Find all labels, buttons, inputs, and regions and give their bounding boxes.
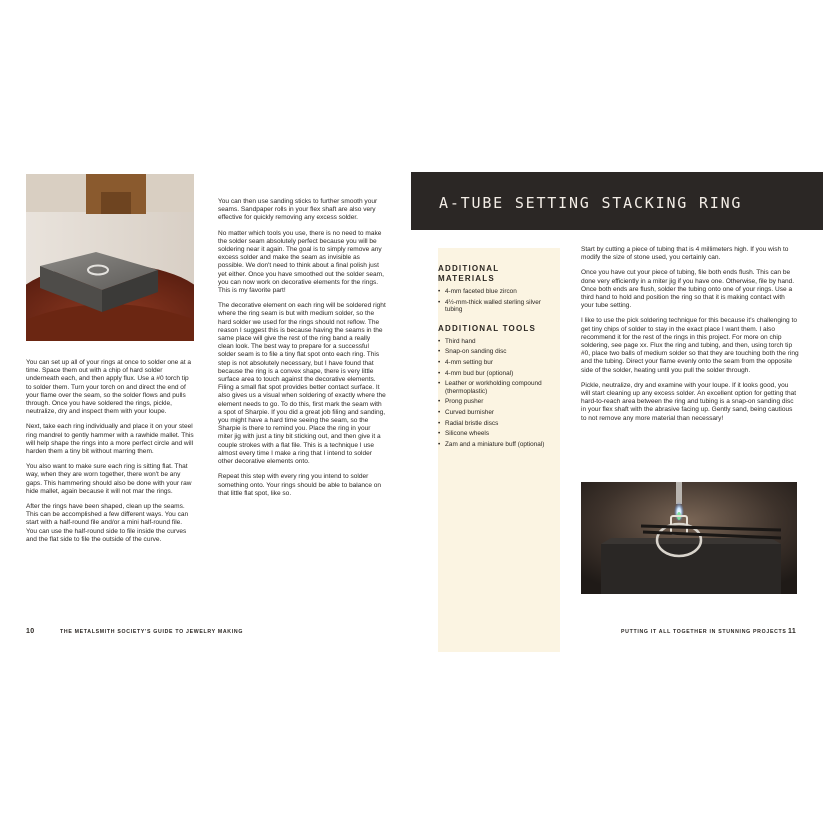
paragraph: No matter which tools you use, there is no need to make the solder seam absolutely perfect because you will be soldering near it again. The goal is to simply remove any excess solder and make the seam as invisible as possible. We don't need to think about a final polish just yet either. Once you have smoothed out the solder seam, you can now work on decorative elements for the rings. This is my favorite part!	[218, 229, 384, 295]
running-head-left: THE METALSMITH SOCIETY'S GUIDE TO JEWELRY MAKING	[60, 629, 244, 635]
paragraph: After the rings have been shaped, clean up the seams. This can be accomplished a few different ways. You can start with a half-round file and/or a mini half-round file. You can use the half-round side to file inside the curves and the flat side to file the outside of the curve.	[26, 503, 189, 543]
list-item: • 4-mm setting bur	[438, 359, 560, 367]
list-item: • Third hand	[438, 338, 560, 346]
list-item: • 4½-mm-thick walled sterling silver tubing	[438, 299, 560, 314]
paragraph: I like to use the pick soldering technique for this because it's challenging to get tiny chips of solder to stay in the exact place I want them. I also recommend it for the rest of the rings in this project. For more on chip soldering, see page xx. Flux the ring and tubing, and then, using torch tip #0, place two balls of medium solder so that they are touching both the ring and the tubing. Direct your flame evenly onto the seam from the opposite side of the solder, heating until you pull the solder through.	[581, 317, 799, 374]
list-item: • Snap-on sanding disc	[438, 348, 560, 356]
project-title-banner	[411, 172, 823, 230]
sidebar-content	[438, 264, 560, 458]
photo-soldering-tube-setting	[581, 482, 797, 594]
paragraph: Repeat this step with every ring you intend to solder something onto. Your rings should be able to balance on that little flat spot, like so.	[218, 473, 382, 497]
paragraph: You also want to make sure each ring is sitting flat. That way, when they are worn together, there won't be any gaps. This hammering should also be done with your raw hide mallet, again because it will not mar the rings.	[26, 463, 192, 495]
list-item: • 4-mm bud bur (optional)	[438, 370, 560, 378]
list-item: • Prong pusher	[438, 398, 560, 406]
list-item: • Zam and a miniature buff (optional)	[438, 441, 560, 449]
paragraph: You can then use sanding sticks to further smooth your seams. Sandpaper rolls in your flex shaft are also very effective for quickly removing any excess solder.	[218, 198, 378, 222]
list-item: • Silicone wheels	[438, 430, 560, 438]
project-title: A-TUBE SETTING STACKING RING	[439, 194, 743, 212]
right-page	[411, 0, 823, 823]
tools-list	[438, 338, 560, 449]
page-number-left: 10	[26, 628, 35, 635]
paragraph: Start by cutting a piece of tubing that is 4 millimeters high. If you wish to modify the size of stone used, you certainly can.	[581, 246, 789, 262]
materials-heading: ADDITIONAL MATERIALS	[438, 264, 500, 283]
list-item: • 4-mm faceted blue zircon	[438, 288, 560, 296]
photo-ring-on-steel-block	[26, 174, 194, 341]
left-column-1	[26, 359, 194, 551]
right-main-column	[581, 246, 799, 430]
paragraph: The decorative element on each ring will be soldered right where the ring seam is but with medium solder, so the hard solder we used for the rings should not reflow. The reason I suggest this is because having the seams in the same place will give the rest of the ring band a really clean look. The best way to prepare for a successful solder seam is to file a tiny flat spot onto each ring. This step is not absolutely necessary, but I have found that because the ring is a convex shape, there is very little surface area to touch against the decorative elements. Filing a small flat spot provides better contact surface. It also gives us a visual when soldering of exactly where the element needs to go. To do this, first mark the seam with a spot of Sharpie. If you did a great job filing and sanding, you might have a hard time seeing the seam, so the Sharpie is there to remind you. Place the ring in your miter jig with just a tiny bit sticking out, and then give it a couple strokes with a flat file. This is a technique I use almost every time I make a ring that I intend to solder other decorative elements onto.	[218, 302, 386, 466]
running-head-right: PUTTING IT ALL TOGETHER IN STUNNING PROJECTS	[621, 629, 787, 635]
list-item: • Leather or workholding compound (thermoplastic)	[438, 380, 560, 395]
tools-heading: ADDITIONAL TOOLS	[438, 323, 537, 333]
paragraph: Once you have cut your piece of tubing, file both ends flush. This can be done very efficiently in a miter jig if you have one. Otherwise, file by hand. Once both ends are flush, solder the tubing onto one of your rings. Use a third hand to hold and position the ring so that it is making contact with your tube setting.	[581, 269, 795, 310]
list-item: • Curved burnisher	[438, 409, 560, 417]
paragraph: Pickle, neutralize, dry and examine with your loupe. If it looks good, you will start cleaning up any excess solder. An excellent option for getting that hard-to-reach area between the ring and tubing is a snap-on sanding disc in your flex shaft with the abrasive facing up. Gently sand, being cautious to not remove any more material than necessary!	[581, 381, 797, 422]
materials-list	[438, 288, 560, 314]
left-column-2	[218, 198, 386, 505]
list-item: • Radial bristle discs	[438, 420, 560, 428]
paragraph: You can set up all of your rings at once to solder one at a time. Space them out with a chip of hard solder underneath each, and then apply flux. Use a #0 torch tip to solder them. Turn your torch on and direct the end of your flame over the seam, so the solder flows and pulls through. Once you have soldered the rings, pickle, neutralize, dry and inspect them with your loupe.	[26, 359, 191, 416]
page-number-right: 11	[788, 628, 797, 635]
paragraph: Next, take each ring individually and place it on your steel ring mandrel to gently hammer with a rawhide mallet. This will help shape the rings into a more perfect circle and will harden them a tiny bit without marring them.	[26, 423, 194, 456]
left-page	[0, 0, 411, 823]
